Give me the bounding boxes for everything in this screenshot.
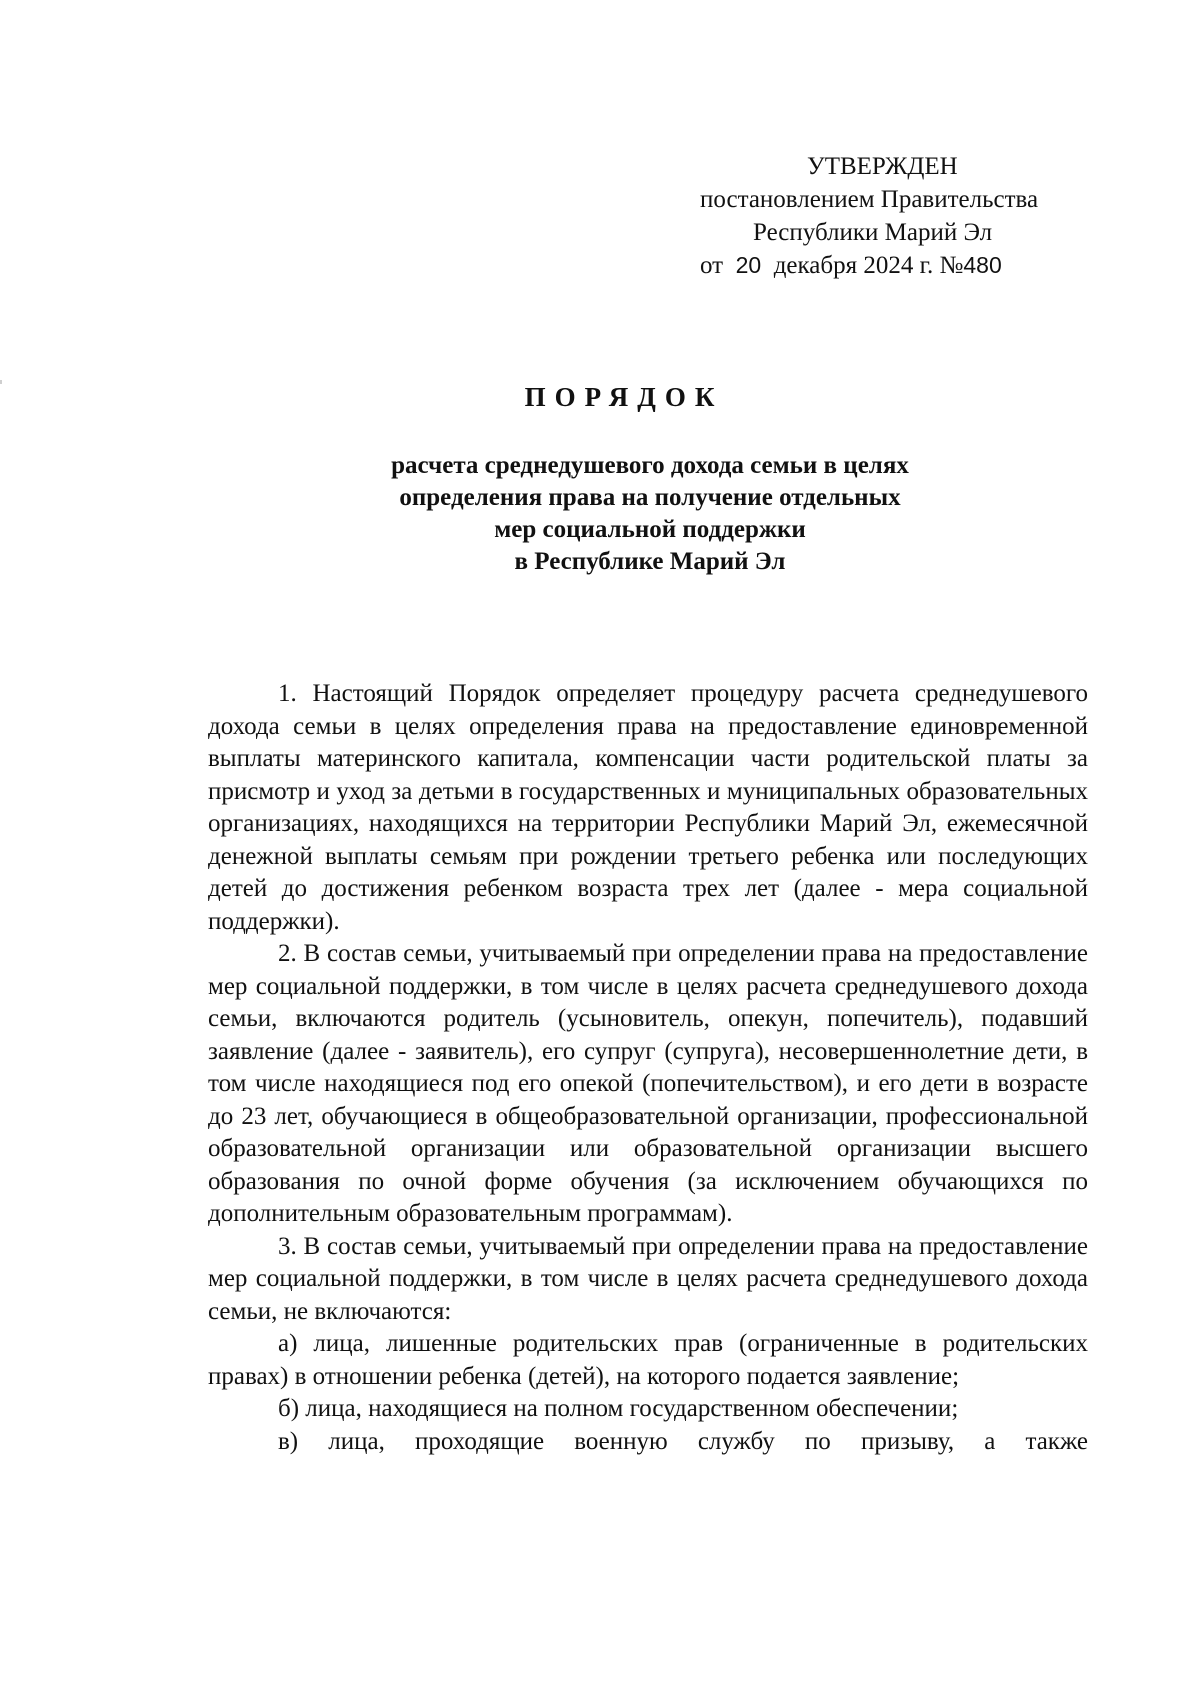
paragraph-3a: а) лица, лишенные родительских прав (ограниченные в родительских правах) в отношении ребенка (детей), на которого подается заявление; (208, 1330, 1088, 1390)
paragraph-2: 2. В состав семьи, учитываемый при определении права на предоставление мер социальной поддержки, в том числе в целях расчета среднедушевого дохода семьи, включаются родитель (усыновитель, опекун, попечитель), подавший заявление (далее - заявитель), его супруг (супруга), несовершеннолетние дети, в том числе находящиеся под его опекой (попечительством), и его дети в возрасте до 23 лет, обучающиеся в общеобразовательной организации, профессиональной образовательной организации или образовательной организации высшего образования по очной форме обучения (за исключением обучающихся по дополнительным образовательным программам). (208, 940, 1088, 1227)
paragraph-3: 3. В состав семьи, учитываемый при определении права на предоставление мер социальной поддержки, в том числе в целях расчета среднедушевого дохода семьи, не включаются: (208, 1232, 1088, 1325)
approval-heading: УТВЕРЖДЕН (807, 153, 958, 180)
subtitle-line: расчета среднедушевого дохода семьи в целях (391, 452, 909, 479)
document-body (208, 678, 1088, 1458)
paragraph-3b: б) лица, находящиеся на полном государственном обеспечении; (278, 1395, 959, 1422)
approval-decree-number: 480 (963, 252, 1002, 278)
subtitle-line: мер социальной поддержки (494, 516, 806, 543)
document-subtitle (300, 450, 1000, 578)
paragraph-3c: в) лица, проходящие военную службу по призыву, а также (278, 1427, 1088, 1455)
approval-date-prefix: от (700, 252, 724, 279)
subtitle-line: определения права на получение отдельных (399, 484, 901, 511)
subtitle-line: в Республике Марий Эл (514, 548, 786, 575)
approval-issuer-line: постановлением Правительства (700, 186, 1039, 213)
approval-republic-line: Республики Марий Эл (753, 219, 993, 246)
approval-date-month-year: декабря 2024 г. № (773, 252, 964, 279)
approval-date-day: 20 (735, 252, 762, 278)
paragraph-1: 1. Настоящий Порядок определяет процедуру расчета среднедушевого дохода семьи в целях определения права на предоставление единовременной выплаты материнского капитала, компенсации части родительской платы за присмотр и уход за детьми в государственных и муниципальных образовательных организациях, находящихся на территории Республики Марий Эл, ежемесячной денежной выплаты семьям при рождении третьего ребенка или последующих детей до достижения ребенком возраста трех лет (далее - мера социальной поддержки). (208, 680, 1088, 935)
approval-date-line (700, 249, 1100, 282)
approval-stamp-block (700, 150, 1100, 282)
document-title: ПОРЯДОК (524, 382, 724, 412)
